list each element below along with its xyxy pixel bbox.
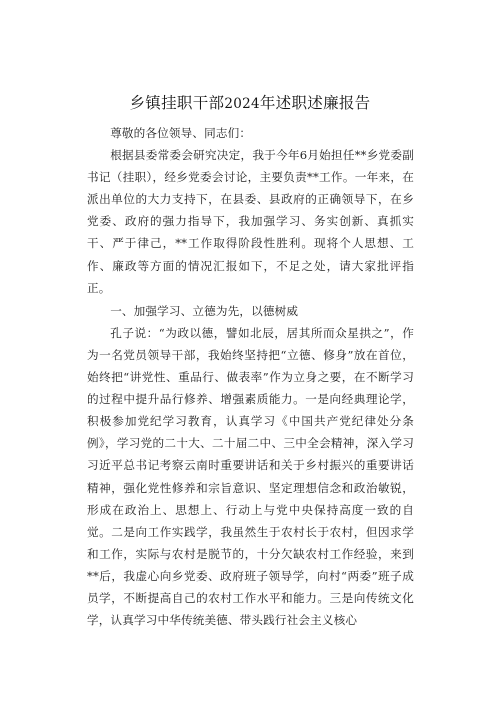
intro-paragraph: 根据县委常委会研究决定，我于今年6月始担任**乡党委副书记（挂职），经乡党委会讨论，主要负责**工作。一年来，在派出单位的大力支持下，在县委、县政府的正确领导下，在乡党委、政府的强力指导下，我加强学习、务实创新、真抓实干、严于律己，**工作取得阶段性胜利。现将个人思想、工作、廉政等方面的情况汇报如下，不足之处，请大家批评指正。 [87, 148, 414, 295]
document-body [87, 122, 414, 631]
section-paragraph: 孔子说：“为政以德，譬如北辰，居其所而众星拱之”，作为一名党员领导干部，我始终坚持把“立德、修身”放在首位，始终把“讲党性、重品行、做表率”作为立身之要，在不断学习的过程中提升品行修养、增强素质能力。一是向经典理论学，积极参加党纪学习教育，认真学习《中国共产党纪律处分条例》，学习党的二十大、二十届二中、三中全会精神，深入学习习近平总书记考察云南时重要讲话和关于乡村振兴的重要讲话精神，强化党性修养和宗旨意识、坚定理想信念和政治敏锐，形成在政治上、思想上、行动上与党中央保持高度一致的自觉。二是向工作实践学，我虽然生于农村长于农村，但因求学和工作，实际与农村是脱节的，十分欠缺农村工作经验，来到**后，我虚心向乡党委、政府班子领导学，向村“两委”班子成员学，不断提高自己的农村工作水平和能力。三是向传统文化学，认真学习中华传统美德、带头践行社会主义核心 [87, 325, 414, 628]
title-prefix: 乡镇挂职干部 [129, 94, 225, 112]
document-title [0, 91, 500, 113]
title-suffix: 年述职述廉报告 [259, 94, 371, 112]
salutation: 尊敬的各位领导、同志们： [110, 126, 252, 140]
section-heading: 一、加强学习、立德为先，以德树威 [110, 303, 299, 318]
title-year: 2024 [224, 96, 260, 112]
